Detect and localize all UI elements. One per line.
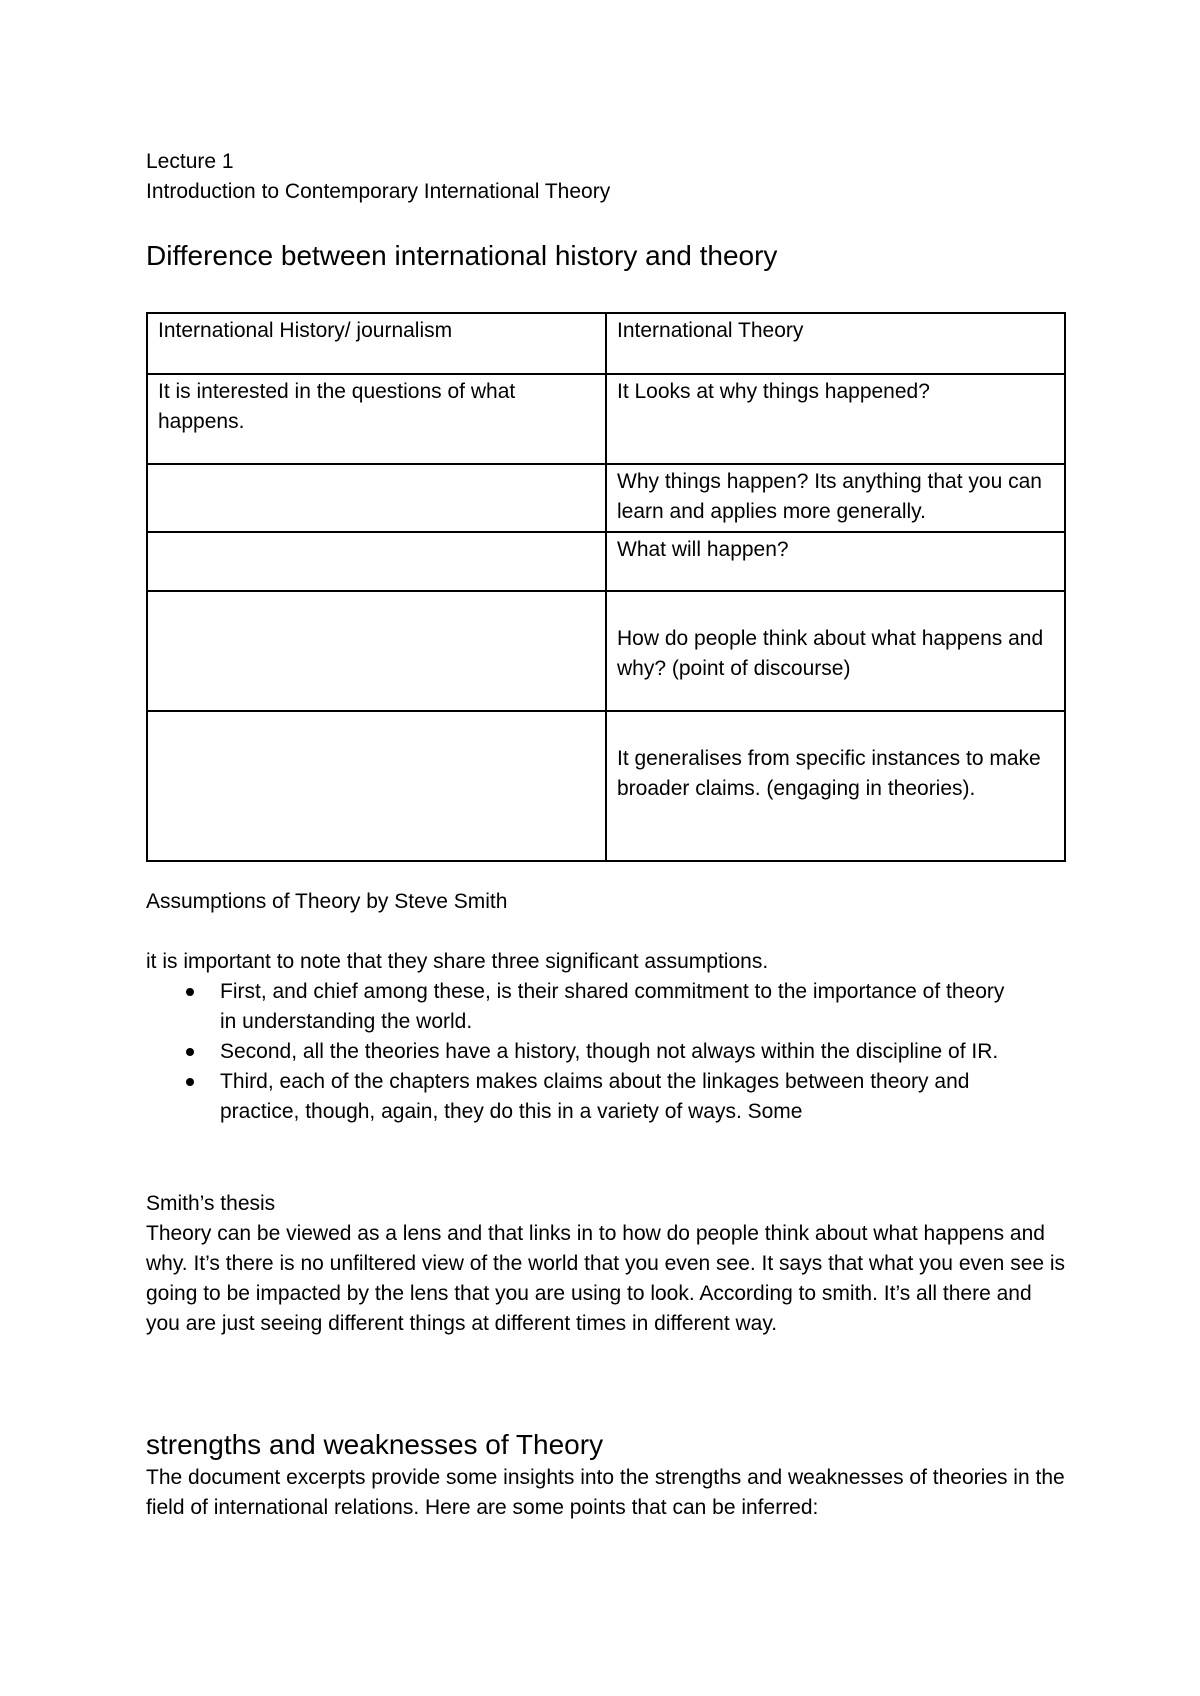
table-row	[147, 591, 1065, 711]
lecture-label: Lecture 1	[146, 150, 234, 173]
assumptions-intro: it is important to note that they share three significant assumptions.	[146, 950, 769, 973]
section2-body: The document excerpts provide some insights into the strengths and weaknesses of theories in the field of international relations. Here are some points that can be inferred:	[146, 1466, 1065, 1519]
table-cell: It is interested in the questions of what happens.	[147, 374, 606, 464]
list-item-text: Third, each of the chapters makes claims about the linkages between theory and practice, though, again, they do this in a variety of ways. Some	[220, 1070, 970, 1123]
table-cell	[147, 464, 606, 532]
table-row	[147, 532, 1065, 591]
thesis-title: Smith’s thesis	[146, 1192, 276, 1215]
course-title: Introduction to Contemporary International Theory	[146, 180, 611, 203]
list-item-text: First, and chief among these, is their shared commitment to the importance of theory in understanding the world.	[220, 980, 1005, 1033]
table-cell: How do people think about what happens and why? (point of discourse)	[606, 591, 1065, 711]
assumptions-list	[146, 977, 1076, 1127]
table-row	[147, 374, 1065, 464]
table-cell: What will happen?	[606, 532, 1065, 591]
bullet-icon	[186, 1048, 194, 1056]
table-cell	[147, 532, 606, 591]
table-header-cell: International Theory	[606, 313, 1065, 374]
table-header-row	[147, 313, 1065, 374]
bullet-icon	[186, 988, 194, 996]
table-cell	[147, 591, 606, 711]
comparison-table	[146, 312, 1066, 862]
assumptions-title: Assumptions of Theory by Steve Smith	[146, 890, 508, 913]
table-cell: Why things happen? Its anything that you can learn and applies more generally.	[606, 464, 1065, 532]
table-header-cell: International History/ journalism	[147, 313, 606, 374]
table-row	[147, 464, 1065, 532]
list-item	[146, 1037, 1080, 1067]
bullet-icon	[186, 1078, 194, 1086]
list-item	[146, 977, 1020, 1037]
section-heading-strengths-weaknesses: strengths and weaknesses of Theory	[146, 1429, 604, 1460]
table-row	[147, 711, 1065, 861]
table-cell	[147, 711, 606, 861]
table-cell: It generalises from specific instances to make broader claims. (engaging in theories).	[606, 711, 1065, 861]
section-heading-history-vs-theory: Difference between international history and theory	[146, 240, 778, 271]
list-item	[146, 1067, 1030, 1127]
list-item-text: Second, all the theories have a history, though not always within the discipline of IR.	[220, 1040, 999, 1063]
table-cell: It Looks at why things happened?	[606, 374, 1065, 464]
thesis-body: Theory can be viewed as a lens and that links in to how do people think about what happens and why. It’s there is no unfiltered view of the world that you even see. It says that what you even see is going to be impacted by the lens that you are using to look. According to smith. It’s all there and you are just seeing different things at different times in different way.	[146, 1222, 1066, 1335]
